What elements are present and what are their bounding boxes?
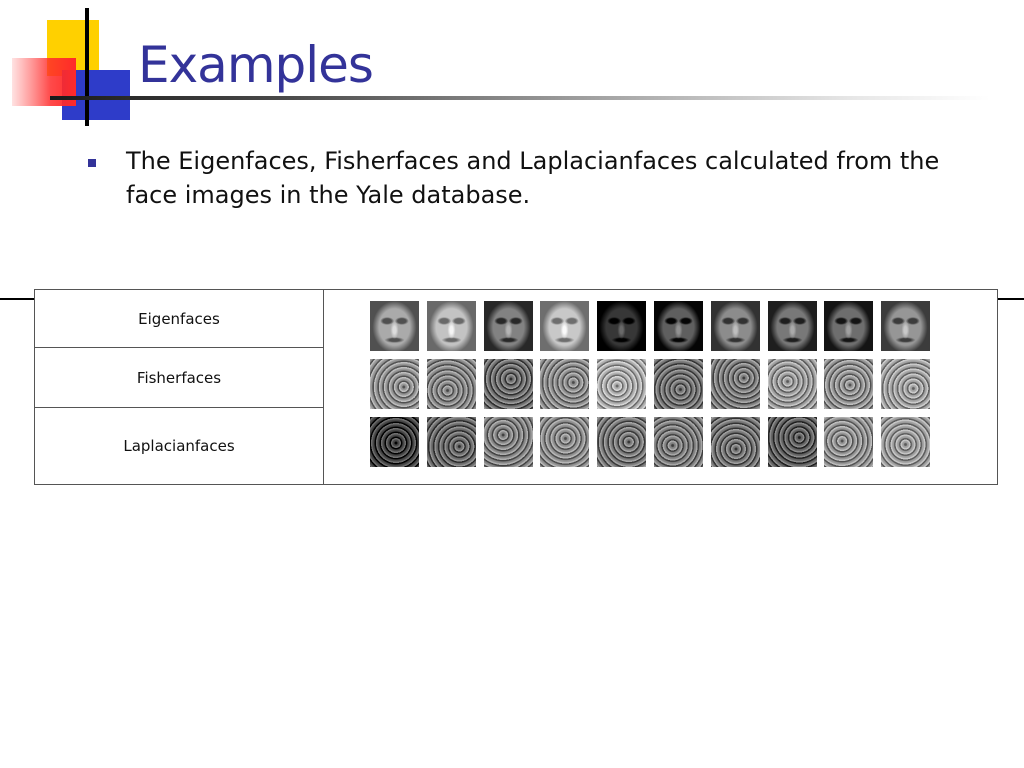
fisherface-image bbox=[483, 358, 534, 410]
row-label-fisherfaces: Fisherfaces bbox=[136, 368, 222, 387]
eigenface-image bbox=[823, 300, 874, 352]
laplacianface-image bbox=[880, 416, 931, 468]
eigenface-image bbox=[767, 300, 818, 352]
row-fisherfaces bbox=[35, 348, 323, 408]
eigenface-image bbox=[880, 300, 931, 352]
face-row-fisher bbox=[359, 358, 927, 410]
slide-logo bbox=[0, 0, 140, 130]
laplacianface-image bbox=[823, 416, 874, 468]
fisherface-image bbox=[426, 358, 477, 410]
eigenface-image bbox=[596, 300, 647, 352]
divider-right bbox=[996, 298, 1024, 300]
fisherface-image bbox=[539, 358, 590, 410]
square-bullet-icon bbox=[88, 159, 96, 167]
eigenface-image bbox=[483, 300, 534, 352]
fisherface-image bbox=[767, 358, 818, 410]
divider-left bbox=[0, 298, 36, 300]
row-eigenfaces bbox=[35, 290, 323, 348]
title-underline bbox=[50, 96, 990, 100]
face-row-laplacian bbox=[359, 416, 927, 468]
column-divider bbox=[323, 290, 324, 484]
laplacianface-image bbox=[653, 416, 704, 468]
face-row-eigen bbox=[359, 300, 927, 352]
logo-vertical-line bbox=[85, 8, 89, 126]
bullet-text: The Eigenfaces, Fisherfaces and Laplacianfaces calculated from the face images in the Yale database. bbox=[126, 147, 940, 209]
laplacianface-image bbox=[596, 416, 647, 468]
laplacianface-image bbox=[710, 416, 761, 468]
slide-title: Examples bbox=[138, 36, 373, 94]
eigenface-image bbox=[369, 300, 420, 352]
laplacianface-image bbox=[369, 416, 420, 468]
fisherface-image bbox=[596, 358, 647, 410]
laplacianface-image bbox=[483, 416, 534, 468]
laplacianface-image bbox=[539, 416, 590, 468]
fisherface-image bbox=[710, 358, 761, 410]
fisherface-image bbox=[369, 358, 420, 410]
row-laplacianfaces bbox=[35, 408, 323, 484]
fisherface-image bbox=[653, 358, 704, 410]
bullet-item bbox=[88, 144, 988, 212]
eigenface-image bbox=[426, 300, 477, 352]
laplacianface-image bbox=[767, 416, 818, 468]
eigenface-image bbox=[539, 300, 590, 352]
fisherface-image bbox=[823, 358, 874, 410]
faces-table bbox=[34, 289, 998, 485]
row-label-eigenfaces: Eigenfaces bbox=[138, 309, 220, 328]
fisherface-image bbox=[880, 358, 931, 410]
eigenface-image bbox=[710, 300, 761, 352]
bullet-list bbox=[88, 144, 988, 212]
eigenface-image bbox=[653, 300, 704, 352]
face-image-grid bbox=[359, 300, 927, 468]
row-label-laplacianfaces: Laplacianfaces bbox=[123, 437, 235, 455]
laplacianface-image bbox=[426, 416, 477, 468]
